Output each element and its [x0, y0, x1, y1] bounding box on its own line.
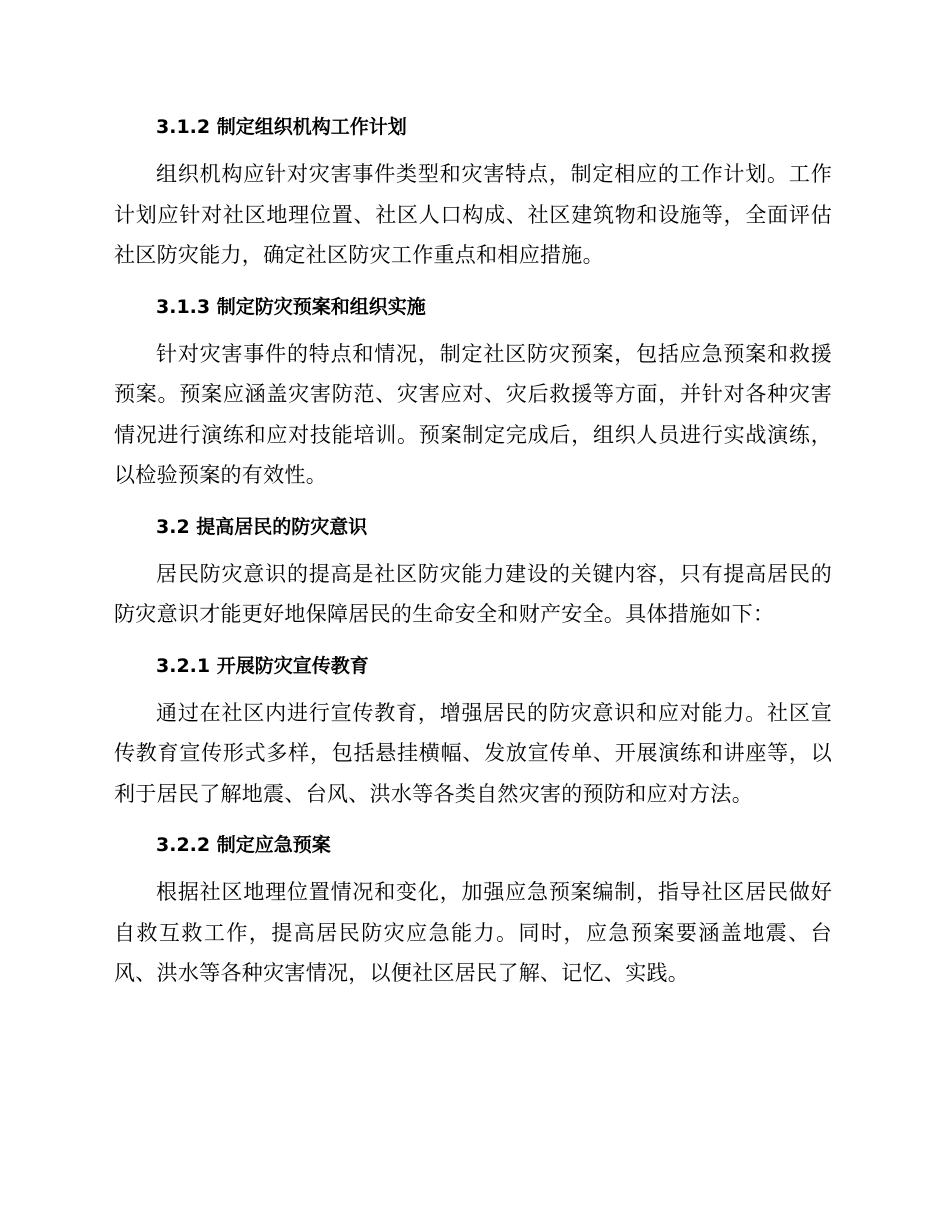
section-paragraph-3-2: 居民防灾意识的提高是社区防灾能力建设的关键内容，只有提高居民的防灾意识才能更好地保障居民的生命安全和财产安全。具体措施如下：: [114, 561, 832, 626]
section-heading-3-2-1: 3.2.1 开展防灾宣传教育: [156, 654, 369, 677]
section-paragraph-3-2-1: 通过在社区内进行宣传教育，增强居民的防灾意识和应对能力。社区宣传教育宣传形式多样，包括悬挂横幅、发放宣传单、开展演练和讲座等，以利于居民了解地震、台风、洪水等各类自然灾害的预防和应对方法。: [114, 700, 832, 806]
document-body: [114, 108, 832, 994]
section-heading-3-2: 3.2 提高居民的防灾意识: [156, 515, 368, 538]
section-paragraph-3-1-2: 组织机构应针对灾害事件类型和灾害特点，制定相应的工作计划。工作计划应针对社区地理位置、社区人口构成、社区建筑物和设施等，全面评估社区防灾能力，确定社区防灾工作重点和相应措施。: [114, 162, 832, 267]
section-heading-3-1-2: 3.1.2 制定组织机构工作计划: [156, 116, 407, 138]
section-heading-3-2-2: 3.2.2 制定应急预案: [156, 834, 331, 856]
section-heading-3-1-3: 3.1.3 制定防灾预案和组织实施: [156, 295, 426, 318]
section-paragraph-3-2-2: 根据社区地理位置情况和变化，加强应急预案编制，指导社区居民做好自救互救工作，提高居民防灾应急能力。同时，应急预案要涵盖地震、台风、洪水等各种灾害情况，以便社区居民了解、记忆、实践。: [114, 880, 832, 985]
section-paragraph-3-1-3: 针对灾害事件的特点和情况，制定社区防灾预案，包括应急预案和救援预案。预案应涵盖灾害防范、灾害应对、灾后救援等方面，并针对各种灾害情况进行演练和应对技能培训。预案制定完成后，组织人员进行实战演练，以检验预案的有效性。: [114, 341, 832, 487]
